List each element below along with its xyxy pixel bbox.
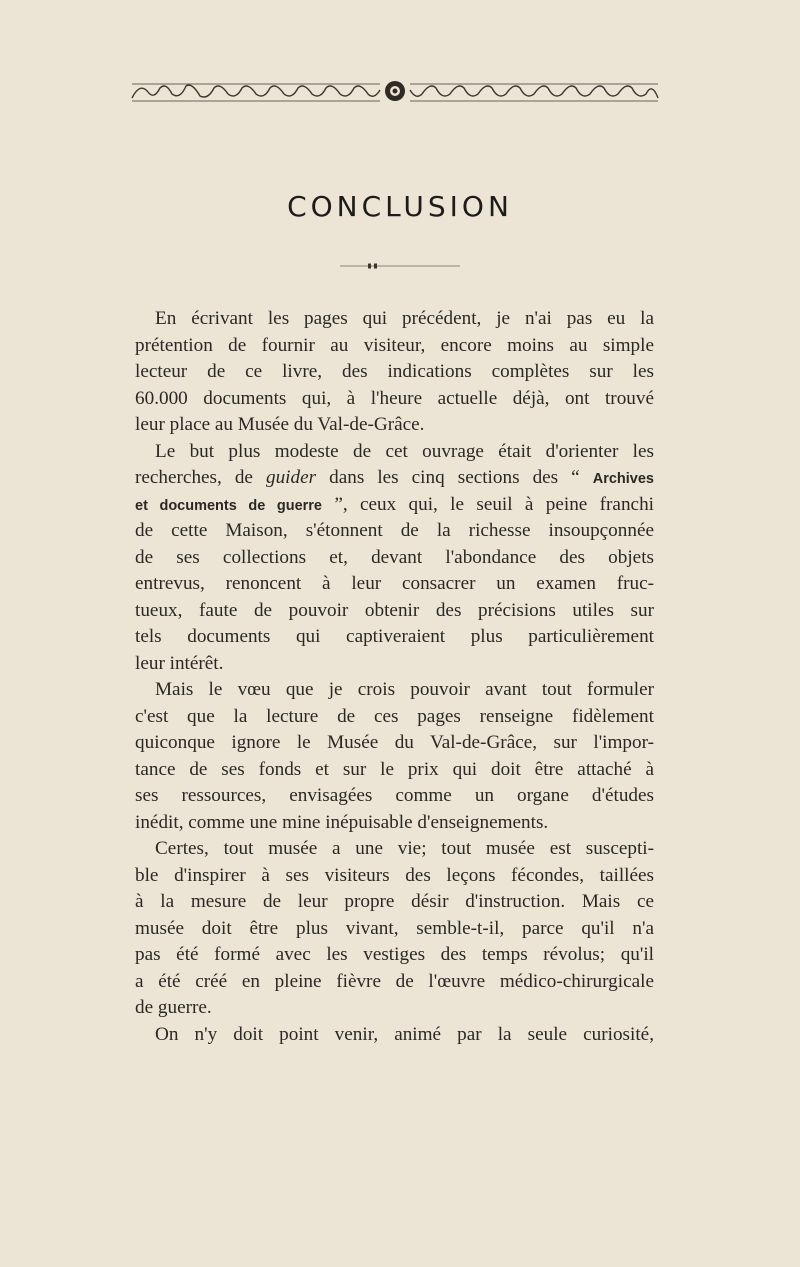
text-line: entrevus, renoncent à leur consacrer un examen fruc- xyxy=(135,573,654,594)
text-line: pas été formé avec les vestiges des temps révolus; qu'il xyxy=(135,944,654,965)
text-line: leur place au Musée du Val-de-Grâce. xyxy=(135,414,425,435)
paragraph-2 xyxy=(135,439,654,678)
text-line xyxy=(135,465,654,492)
paragraph-5 xyxy=(135,1022,654,1049)
text-line: tels documents qui captiveraient plus particulièrement xyxy=(135,626,654,647)
text-line: c'est que la lecture de ces pages renseigne fidèlement xyxy=(135,705,654,727)
paragraph-3 xyxy=(135,677,654,836)
paragraph-4 xyxy=(135,836,654,1022)
paragraph-1 xyxy=(135,306,654,439)
title-divider xyxy=(340,262,460,270)
text-line: 60.000 documents qui, à l'heure actuelle déjà, ont trouvé xyxy=(135,387,654,409)
text-line: lecteur de ce livre, des indications complètes sur les xyxy=(135,361,654,382)
text-line: Certes, tout musée a une vie; tout musée est suscepti- xyxy=(155,838,654,859)
body-text xyxy=(135,306,654,1048)
text-line: quiconque ignore le Musée du Val-de-Grâce, sur l'impor- xyxy=(135,732,654,753)
text-line: tance de ses fonds et sur le prix qui doit être attaché à xyxy=(135,758,654,780)
text-span: dans les cinq sections des “ xyxy=(316,467,593,488)
text-line: En écrivant les pages qui précédent, je n'ai pas eu la xyxy=(155,308,654,329)
text-line: prétention de fournir au visiteur, encore moins au simple xyxy=(135,334,654,356)
text-line: On n'y doit point venir, animé par la seule curiosité, xyxy=(155,1023,654,1045)
archive-title-part: et documents de guerre xyxy=(135,497,322,514)
archive-title-part: Archives xyxy=(592,471,654,487)
chapter-title: CONCLUSION xyxy=(287,190,513,223)
text-line: a été créé en pleine fièvre de l'œuvre médico-chirurgicale xyxy=(135,970,654,992)
decorative-headband-ornament xyxy=(130,78,660,104)
text-line: inédit, comme une mine inépuisable d'enseignements. xyxy=(135,811,549,833)
text-line: Mais le vœu que je crois pouvoir avant tout formuler xyxy=(155,679,654,700)
text-span: recherches, de xyxy=(135,467,266,488)
text-line: musée doit être plus vivant, semble-t-il, parce qu'il n'a xyxy=(135,917,654,939)
text-line: de cette Maison, s'étonnent de la richesse insoupçonnée xyxy=(135,520,654,541)
text-line xyxy=(135,492,654,519)
text-line: de guerre. xyxy=(135,997,212,1018)
text-line: ses ressources, envisagées comme un organe d'études xyxy=(135,785,654,806)
text-line: Le but plus modeste de cet ouvrage était d'orienter les xyxy=(155,440,654,462)
text-line: de ses collections et, devant l'abondance des objets xyxy=(135,546,654,568)
text-line: à la mesure de leur propre désir d'instruction. Mais ce xyxy=(135,891,654,912)
text-line: tueux, faute de pouvoir obtenir des précisions utiles sur xyxy=(135,599,654,621)
text-line: leur intérêt. xyxy=(135,652,224,674)
italic-word: guider xyxy=(265,467,317,488)
text-line: ble d'inspirer à ses visiteurs des leçons fécondes, taillées xyxy=(135,864,654,886)
text-span: ”, ceux qui, le seuil à peine franchi xyxy=(321,493,654,515)
